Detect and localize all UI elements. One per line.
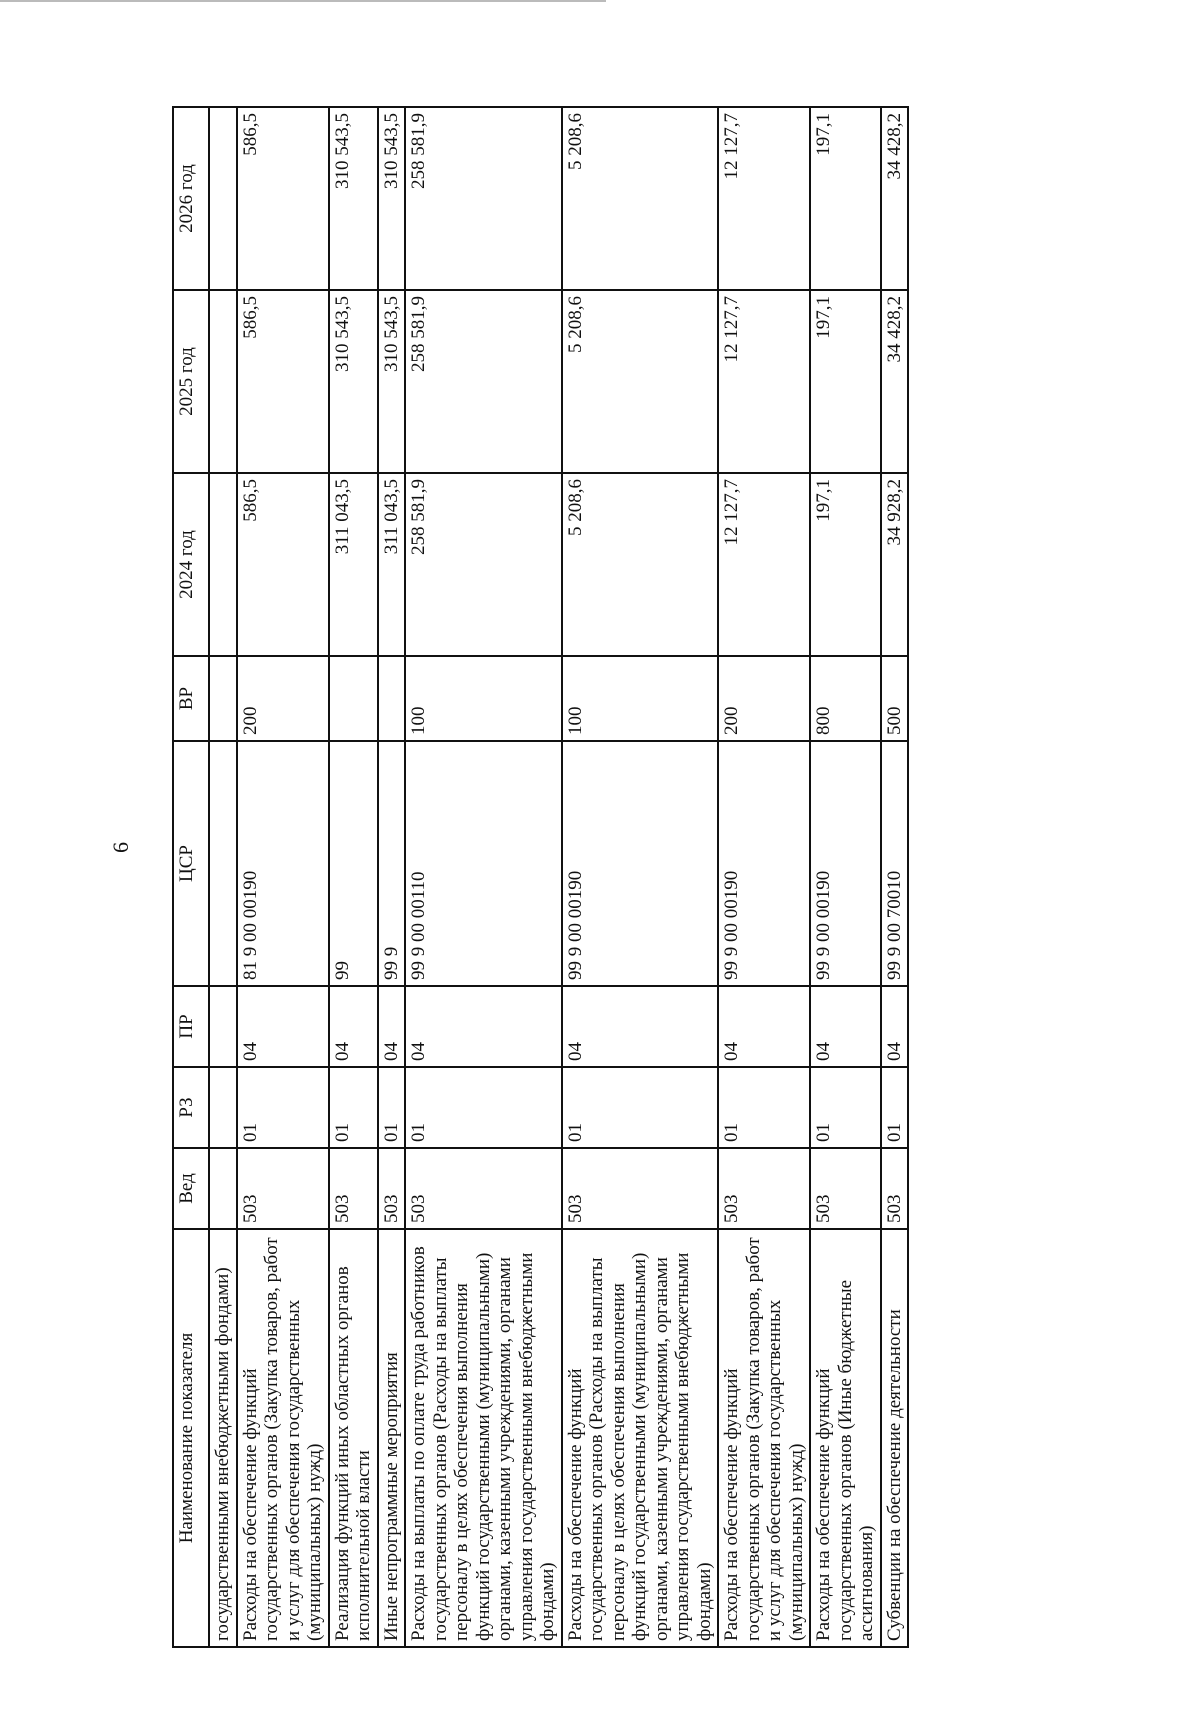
cell-2025: 34 428,2 xyxy=(881,290,909,473)
cell-csr: 99 9 00 00190 xyxy=(562,741,719,986)
cell-rz xyxy=(209,1067,237,1148)
cell-2025: 12 127,7 xyxy=(718,290,810,473)
page-number: 6 xyxy=(108,842,133,853)
header-2025: 2025 год xyxy=(173,290,209,473)
cell-rz: 01 xyxy=(329,1067,378,1148)
cell-2025: 310 543,5 xyxy=(329,290,378,473)
header-ved: Вед xyxy=(173,1148,209,1229)
cell-2026: 258 581,9 xyxy=(405,107,562,290)
cell-rz: 01 xyxy=(881,1067,909,1148)
cell-name: Расходы на выплаты по оплате труда работников государственных органов (Расходы на выплаты персоналу в целях обеспечения выполнения функций государственными (муниципальными) органами, казенными учреждениями, органами управления государственными внебюджетными фондами) xyxy=(405,1229,562,1647)
header-csr: ЦСР xyxy=(173,741,209,986)
cell-2025: 258 581,9 xyxy=(405,290,562,473)
cell-csr: 81 9 00 00190 xyxy=(237,741,329,986)
cell-csr: 99 9 00 00190 xyxy=(718,741,810,986)
table-header-row xyxy=(173,107,209,1647)
cell-ved: 503 xyxy=(329,1148,378,1229)
cell-2026: 586,5 xyxy=(237,107,329,290)
header-name: Наименование показателя xyxy=(173,1229,209,1647)
cell-rz: 01 xyxy=(378,1067,406,1148)
cell-ved: 503 xyxy=(718,1148,810,1229)
cell-2024: 311 043,5 xyxy=(378,473,406,656)
table-row xyxy=(237,107,329,1647)
table-row xyxy=(209,107,237,1647)
header-2026: 2026 год xyxy=(173,107,209,290)
cell-csr: 99 9 00 70010 xyxy=(881,741,909,986)
cell-2024: 34 928,2 xyxy=(881,473,909,656)
cell-ved: 503 xyxy=(881,1148,909,1229)
rotated-table-container xyxy=(172,108,909,1648)
table-row xyxy=(562,107,719,1647)
cell-rz: 01 xyxy=(405,1067,562,1148)
cell-pr: 04 xyxy=(237,986,329,1067)
cell-name: государственными внебюджетными фондами) xyxy=(209,1229,237,1647)
cell-ved: 503 xyxy=(237,1148,329,1229)
cell-pr: 04 xyxy=(881,986,909,1067)
cell-rz: 01 xyxy=(718,1067,810,1148)
cell-name: Расходы на обеспечение функций государственных органов (Расходы на выплаты персоналу в целях обеспечения выполнения функций государственными (муниципальными) органами, казенными учреждениями, органами управления государственными внебюджетными фондами) xyxy=(562,1229,719,1647)
cell-2025: 5 208,6 xyxy=(562,290,719,473)
cell-2026 xyxy=(209,107,237,290)
table-row xyxy=(810,107,881,1647)
cell-name: Расходы на обеспечение функций государственных органов (Иные бюджетные ассигнования) xyxy=(810,1229,881,1647)
cell-csr xyxy=(209,741,237,986)
cell-pr xyxy=(209,986,237,1067)
table-row xyxy=(881,107,909,1647)
cell-2024: 258 581,9 xyxy=(405,473,562,656)
cell-vr: 500 xyxy=(881,656,909,741)
cell-2026: 310 543,5 xyxy=(329,107,378,290)
table-row xyxy=(718,107,810,1647)
cell-name: Расходы на обеспечение функций государственных органов (Закупка товаров, работ и услуг для обеспечения государственных (муниципальных) нужд) xyxy=(718,1229,810,1647)
cell-csr: 99 9 xyxy=(378,741,406,986)
cell-vr: 800 xyxy=(810,656,881,741)
header-rz: РЗ xyxy=(173,1067,209,1148)
cell-vr: 200 xyxy=(237,656,329,741)
cell-pr: 04 xyxy=(718,986,810,1067)
cell-2025: 586,5 xyxy=(237,290,329,473)
cell-2024: 12 127,7 xyxy=(718,473,810,656)
cell-2024: 197,1 xyxy=(810,473,881,656)
cell-ved xyxy=(209,1148,237,1229)
cell-vr: 100 xyxy=(405,656,562,741)
header-pr: ПР xyxy=(173,986,209,1067)
cell-vr xyxy=(329,656,378,741)
budget-table xyxy=(172,106,909,1648)
cell-2026: 197,1 xyxy=(810,107,881,290)
cell-name: Субвенции на обеспечение деятельности xyxy=(881,1229,909,1647)
cell-ved: 503 xyxy=(810,1148,881,1229)
cell-csr: 99 xyxy=(329,741,378,986)
cell-2026: 12 127,7 xyxy=(718,107,810,290)
cell-2026: 34 428,2 xyxy=(881,107,909,290)
cell-pr: 04 xyxy=(810,986,881,1067)
cell-pr: 04 xyxy=(405,986,562,1067)
cell-vr: 200 xyxy=(718,656,810,741)
scan-top-rule xyxy=(0,0,606,2)
cell-name: Реализация функций иных областных органов исполнительной власти xyxy=(329,1229,378,1647)
cell-2024 xyxy=(209,473,237,656)
cell-2024: 586,5 xyxy=(237,473,329,656)
cell-vr xyxy=(378,656,406,741)
cell-rz: 01 xyxy=(237,1067,329,1148)
cell-ved: 503 xyxy=(378,1148,406,1229)
cell-name: Расходы на обеспечение функций государственных органов (Закупка товаров, работ и услуг для обеспечения государственных (муниципальных) нужд) xyxy=(237,1229,329,1647)
header-2024: 2024 год xyxy=(173,473,209,656)
cell-vr: 100 xyxy=(562,656,719,741)
cell-2024: 311 043,5 xyxy=(329,473,378,656)
header-vr: ВР xyxy=(173,656,209,741)
cell-csr: 99 9 00 00190 xyxy=(810,741,881,986)
cell-rz: 01 xyxy=(810,1067,881,1148)
cell-pr: 04 xyxy=(562,986,719,1067)
cell-2025 xyxy=(209,290,237,473)
cell-ved: 503 xyxy=(562,1148,719,1229)
cell-2025: 197,1 xyxy=(810,290,881,473)
cell-pr: 04 xyxy=(378,986,406,1067)
table-row xyxy=(329,107,378,1647)
cell-vr xyxy=(209,656,237,741)
table-row xyxy=(405,107,562,1647)
cell-2024: 5 208,6 xyxy=(562,473,719,656)
cell-ved: 503 xyxy=(405,1148,562,1229)
table-row xyxy=(378,107,406,1647)
cell-2026: 5 208,6 xyxy=(562,107,719,290)
cell-name: Иные непрограммные мероприятия xyxy=(378,1229,406,1647)
cell-rz: 01 xyxy=(562,1067,719,1148)
cell-2025: 310 543,5 xyxy=(378,290,406,473)
cell-2026: 310 543,5 xyxy=(378,107,406,290)
cell-csr: 99 9 00 00110 xyxy=(405,741,562,986)
cell-pr: 04 xyxy=(329,986,378,1067)
